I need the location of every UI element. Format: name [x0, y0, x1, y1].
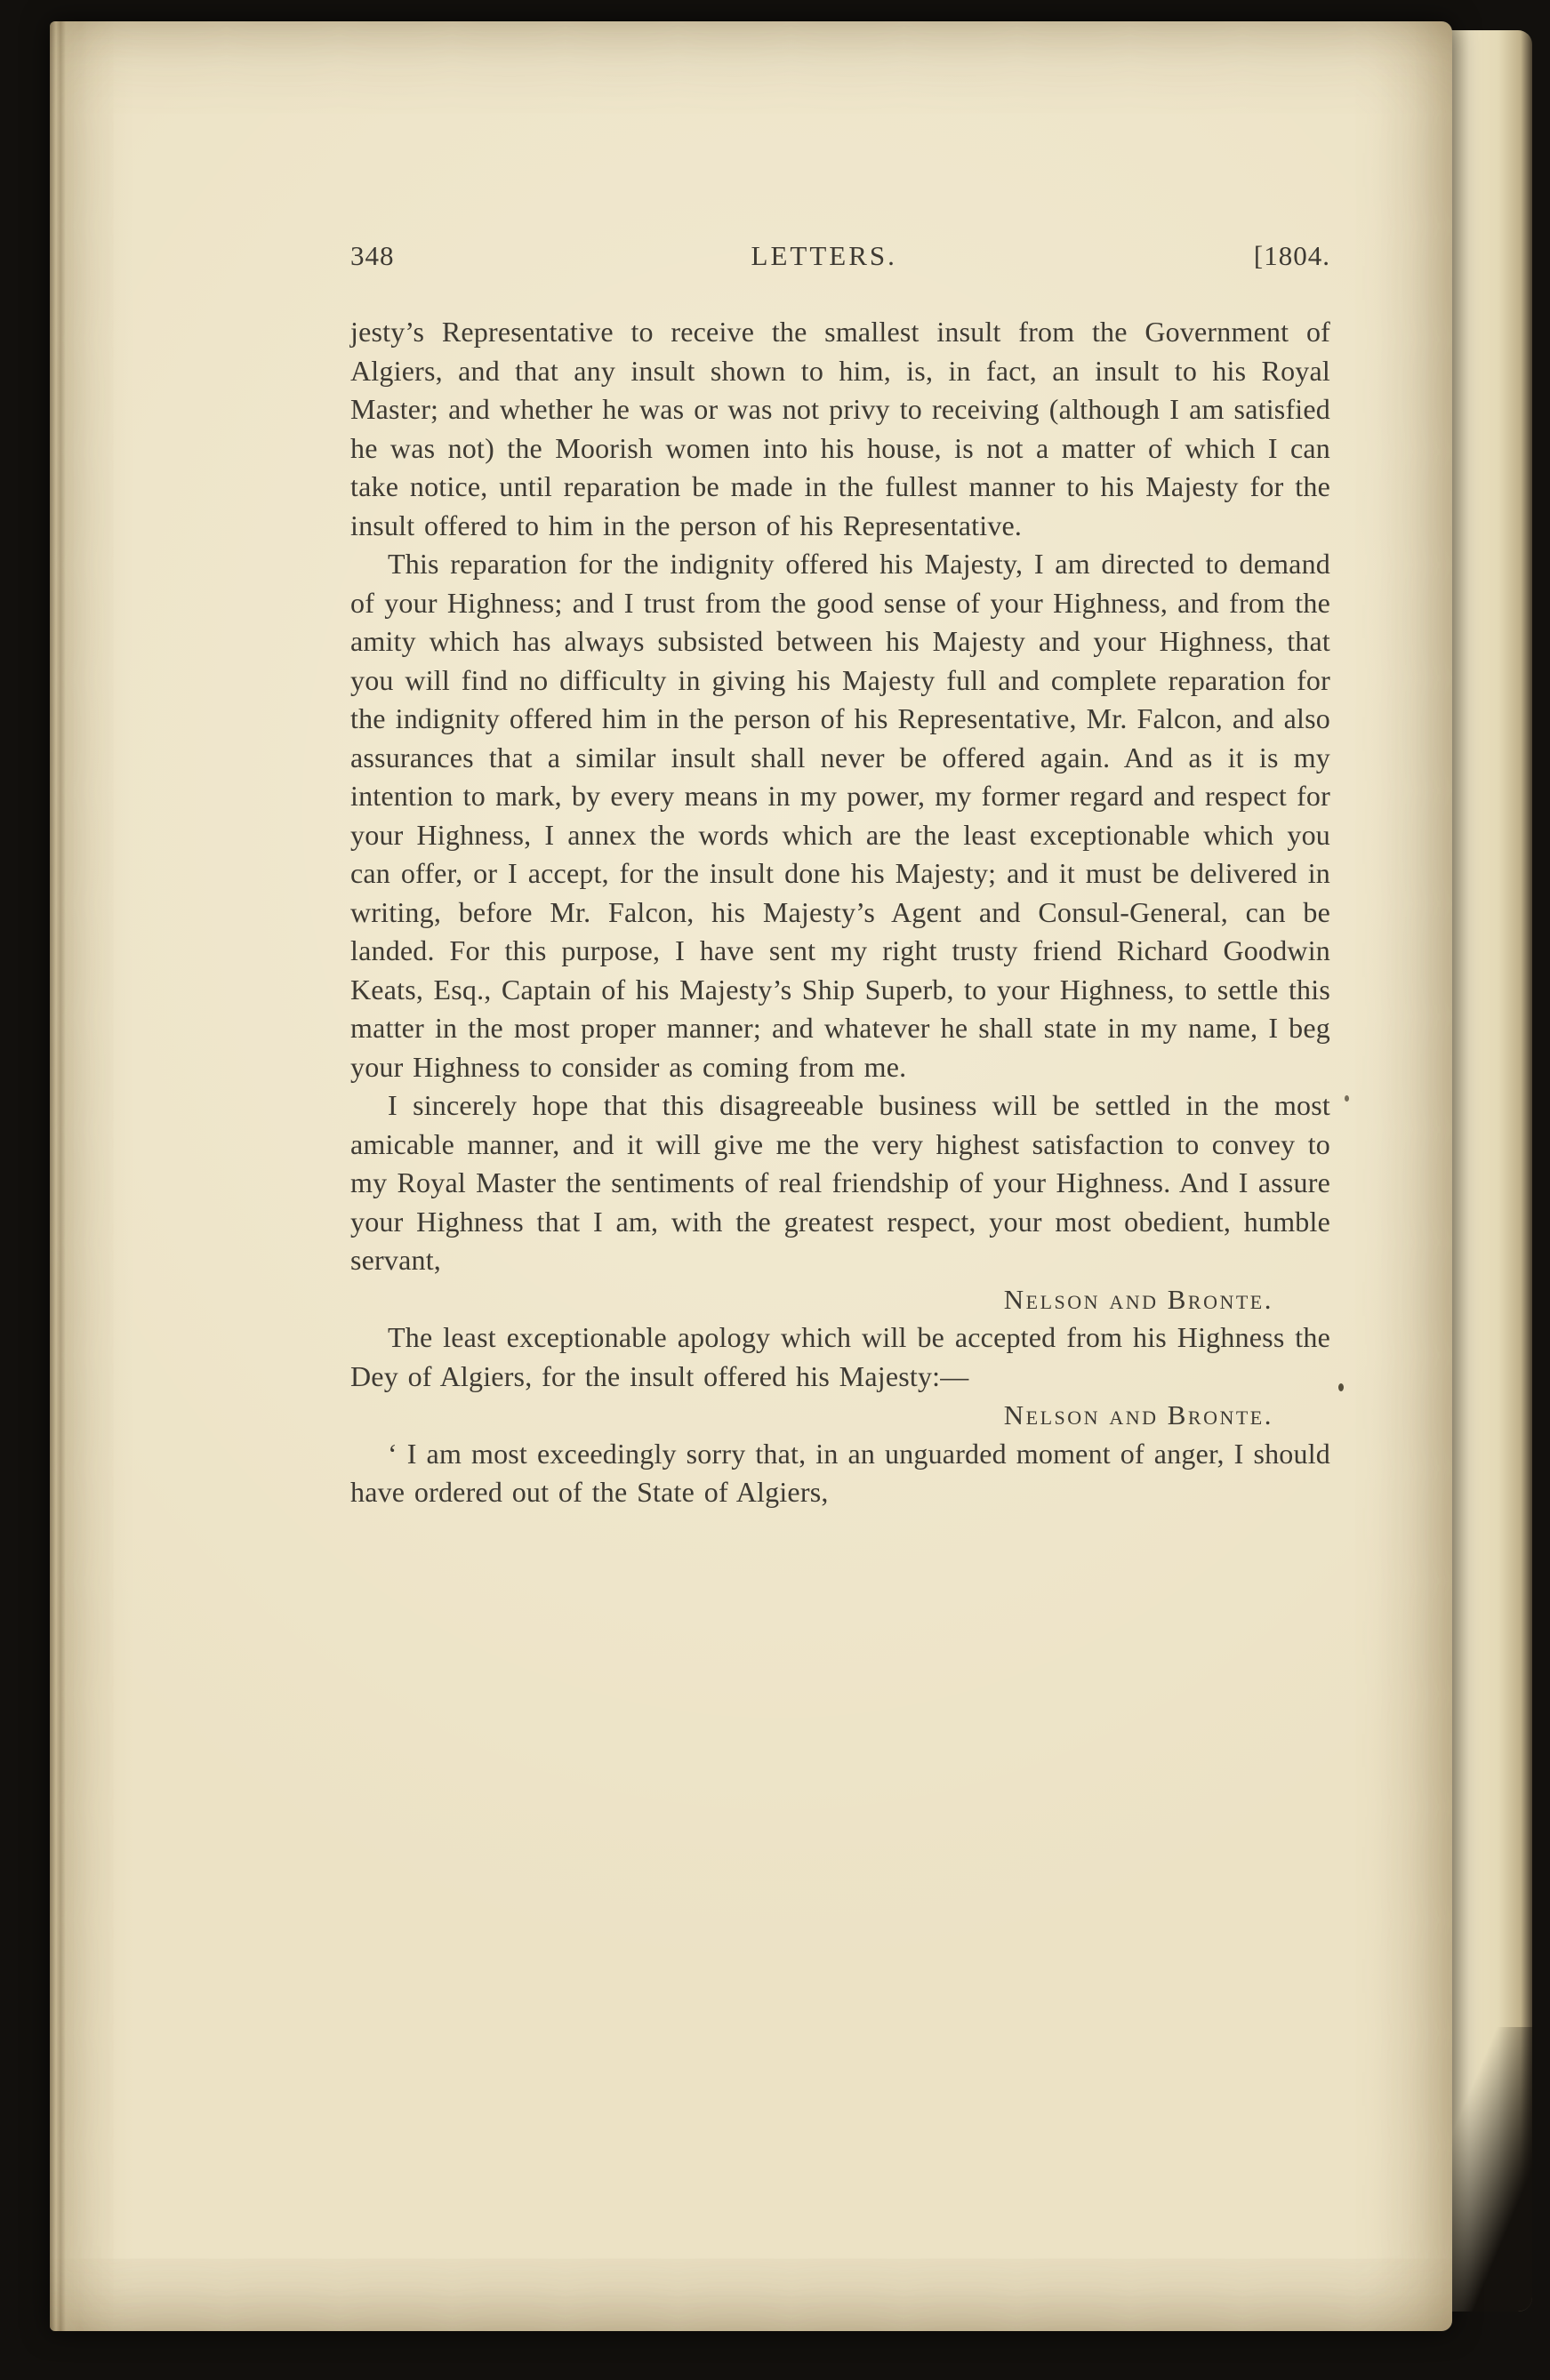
scan-speck — [1345, 1095, 1349, 1102]
page-content — [350, 240, 1330, 1512]
running-title: LETTERS. — [751, 240, 897, 271]
scan-speck — [1338, 1383, 1344, 1391]
paragraph-quote-start: ‘ I am most exceedingly sorry that, in an unguarded moment of anger, I should have ordered out of the State of Algiers, — [350, 1437, 1330, 1508]
paragraph-reparation: This reparation for the indignity offered his Majesty, I am directed to demand of your Highness; and I trust from the good sense of your Highness, and from the amity which has always subsisted between his Majesty and your Highness, that you will find no difficulty in giving his Majesty full and complete reparation for the indignity offered him in the person of his Representative, Mr. Falcon, and also assurances that a similar insult shall never be offered again. And as it is my intention to mark, by every means in my power, my former regard and respect for your Highness, I annex the words which are the least exceptionable which you can offer, or I accept, for the insult done his Majesty; and it must be delivered in writing, before Mr. Falcon, his Majesty’s Agent and Consul-General, can be landed. For this purpose, I have sent my right trusty friend Richard Goodwin Keats, Esq., Captain of his Majesty’s Ship Superb, to your Highness, to settle this matter in the most proper manner; and whatever he shall state in my name, I beg your Highness to consider as coming from me. — [350, 548, 1330, 1083]
signature-line-first: Nelson and Bronte. — [1003, 1283, 1273, 1315]
signature-line-second: Nelson and Bronte. — [1003, 1399, 1273, 1430]
page-header — [350, 240, 1330, 272]
paragraph-continuation: jesty’s Representative to receive the smallest insult from the Government of Algiers, and that any insult shown to him, is, in fact, an insult to his Royal Master; and whether he was or was not privy to receiving (although I am satisfied he was not) the Moorish women into his house, is not a matter of which I can take notice, until reparation be made in the fullest manner to his Majesty for the insult offered to him in the person of his Representative. — [350, 316, 1330, 541]
page-number: 348 — [350, 240, 395, 271]
paragraph-apology-intro: The least exceptionable apology which will be accepted from his Highness the Dey of Algiers, for the insult offered his Majesty:— — [350, 1321, 1330, 1392]
book-page — [50, 21, 1452, 2331]
paragraph-hope: I sincerely hope that this disagreeable business will be settled in the most amicable manner, and it will give me the very highest satisfaction to convey to my Royal Master the sentiments of real friendship of your Highness. And I assure your Highness that I am, with the greatest respect, your most obedient, humble servant, — [350, 1089, 1330, 1276]
date-bracket: [1804. — [1253, 240, 1330, 271]
